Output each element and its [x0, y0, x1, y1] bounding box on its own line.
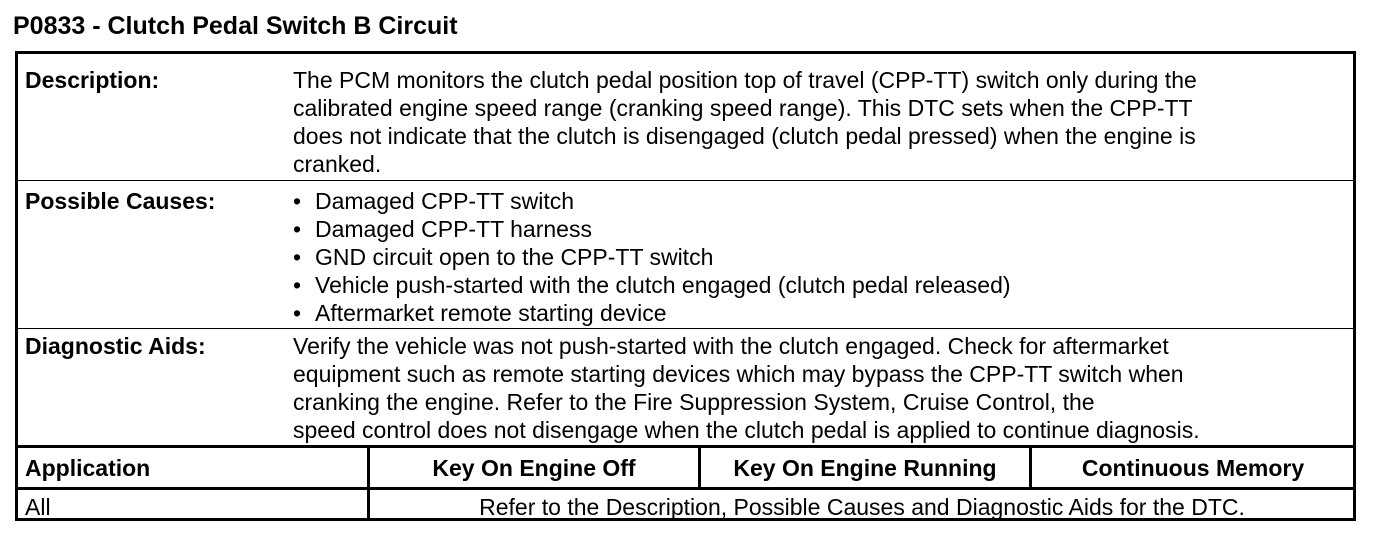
description-line: cranked.: [293, 151, 382, 177]
list-item-text: Vehicle push-started with the clutch engaged (clutch pedal released): [315, 272, 1011, 298]
diagnostic-aids-text: [293, 332, 1333, 444]
description-line: The PCM monitors the clutch pedal position top of travel (CPP-TT) switch only during the: [293, 67, 1197, 93]
list-item: [293, 243, 1333, 271]
possible-causes-label: Possible Causes:: [25, 188, 216, 214]
bullet-icon: •: [293, 300, 302, 326]
diagnostic-aids-line: Verify the vehicle was not push-started with the clutch engaged. Check for aftermarket: [293, 333, 1169, 359]
column-divider: [367, 447, 370, 487]
description-line: calibrated engine speed range (cranking speed range). This DTC sets when the CPP-TT: [293, 95, 1193, 121]
list-item-text: Aftermarket remote starting device: [315, 300, 667, 326]
description-text: [293, 66, 1333, 178]
column-divider: [698, 447, 701, 487]
description-label: Description:: [25, 67, 160, 93]
possible-causes-list: [293, 187, 1333, 327]
bullet-icon: •: [293, 272, 302, 298]
koeo-header: Key On Engine Off: [432, 455, 636, 481]
continuous-memory-header: Continuous Memory: [1081, 455, 1305, 481]
application-value: All: [25, 494, 51, 520]
list-item: [293, 271, 1333, 299]
column-divider: [1029, 447, 1032, 487]
list-item-text: GND circuit open to the CPP-TT switch: [315, 244, 714, 270]
list-item-text: Damaged CPP-TT switch: [315, 188, 575, 214]
column-divider: [367, 487, 370, 518]
bullet-icon: •: [293, 188, 302, 214]
list-item: [293, 299, 1333, 327]
section-divider: [18, 180, 1353, 181]
application-note: Refer to the Description, Possible Causes and Diagnostic Aids for the DTC.: [479, 494, 1245, 520]
list-item-text: Damaged CPP-TT harness: [315, 216, 592, 242]
list-item: [293, 187, 1333, 215]
page-title: P0833 - Clutch Pedal Switch B Circuit: [13, 12, 458, 40]
bullet-icon: •: [293, 244, 302, 270]
diagnostic-aids-label: Diagnostic Aids:: [25, 333, 206, 359]
application-table: [18, 447, 1353, 518]
diagnostic-aids-line: cranking the engine. Refer to the Fire Suppression System, Cruise Control, the: [293, 389, 1095, 415]
bullet-icon: •: [293, 216, 302, 242]
koer-header: Key On Engine Running: [733, 455, 997, 481]
possible-causes-list-wrap: [293, 187, 1333, 327]
dtc-info-table: [15, 51, 1356, 521]
section-divider: [18, 328, 1353, 329]
diagnostic-aids-line: equipment such as remote starting devices which may bypass the CPP-TT switch when: [293, 361, 1184, 387]
application-header: Application: [25, 455, 151, 481]
list-item: [293, 215, 1333, 243]
diagnostic-aids-line: speed control does not disengage when the clutch pedal is applied to continue diagnosis.: [293, 417, 1200, 443]
description-line: does not indicate that the clutch is disengaged (clutch pedal pressed) when the engine is: [293, 123, 1196, 149]
